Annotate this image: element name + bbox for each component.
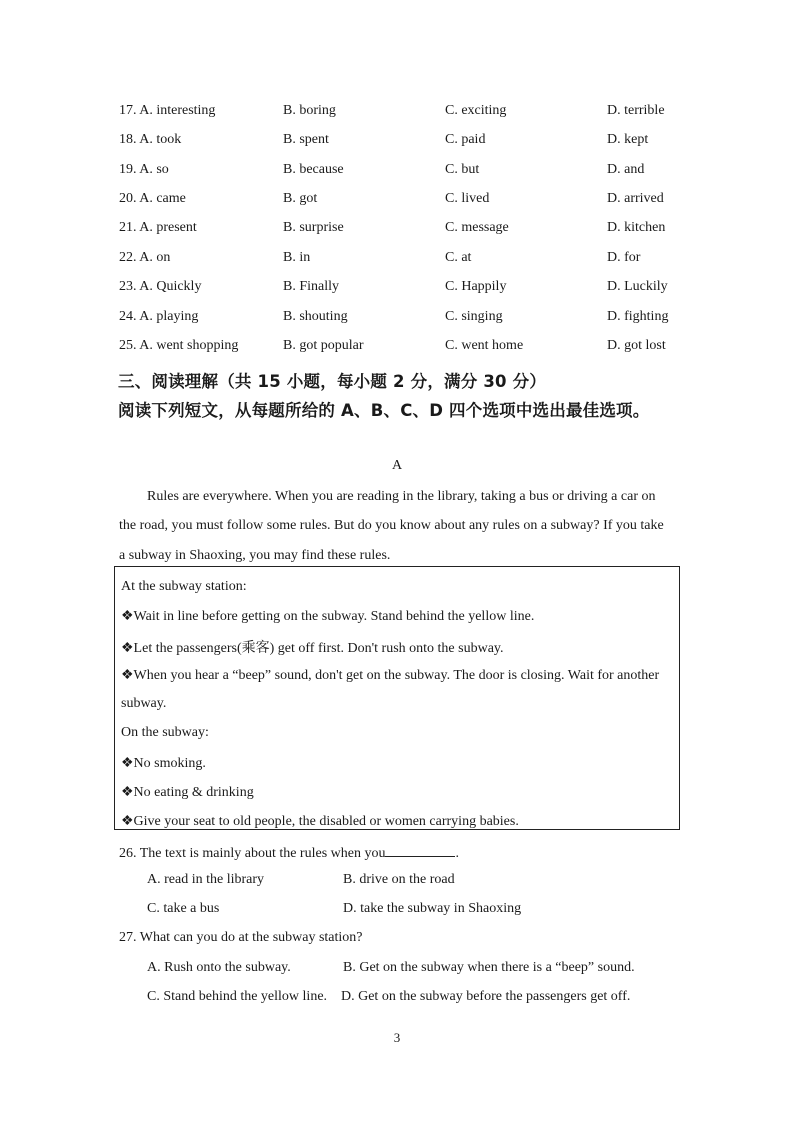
rule-item: ❖No smoking. bbox=[121, 756, 206, 771]
question-26-stem bbox=[119, 842, 459, 862]
question-26-text: 26. The text is mainly about the rules when you bbox=[119, 846, 386, 861]
question-26-option-c: C. take a bus bbox=[147, 901, 220, 916]
option-a: 25. A. went shopping bbox=[119, 338, 239, 353]
option-d: D. arrived bbox=[607, 191, 664, 206]
station-heading: At the subway station: bbox=[121, 579, 247, 594]
question-26-option-a: A. read in the library bbox=[147, 872, 265, 887]
option-row-23 bbox=[0, 277, 794, 297]
option-b: B. got bbox=[283, 191, 318, 206]
option-a: 19. A. so bbox=[119, 162, 169, 177]
option-d: D. kept bbox=[607, 132, 649, 147]
option-d: D. for bbox=[607, 250, 641, 265]
option-d: D. and bbox=[607, 162, 645, 177]
answer-blank bbox=[385, 842, 455, 857]
option-row-20 bbox=[0, 189, 794, 209]
rule-item: ❖Give your seat to old people, the disabled or women carrying babies. bbox=[121, 814, 519, 829]
option-row-21 bbox=[0, 218, 794, 238]
question-26-option-b: B. drive on the road bbox=[343, 872, 455, 887]
option-d: D. fighting bbox=[607, 309, 669, 324]
option-b: B. because bbox=[283, 162, 344, 177]
option-row-19 bbox=[0, 160, 794, 180]
option-a: 18. A. took bbox=[119, 132, 182, 147]
option-b: B. spent bbox=[283, 132, 329, 147]
option-d: D. terrible bbox=[607, 103, 665, 118]
option-b: B. in bbox=[283, 250, 311, 265]
option-c: C. Happily bbox=[445, 279, 507, 294]
page-number: 3 bbox=[393, 1030, 401, 1045]
option-b: B. shouting bbox=[283, 309, 348, 324]
rule-item: ❖When you hear a “beep” sound, don't get on the subway. The door is closing. Wait for another bbox=[121, 668, 660, 683]
option-c: C. at bbox=[445, 250, 472, 265]
option-b: B. got popular bbox=[283, 338, 364, 353]
option-c: C. went home bbox=[445, 338, 524, 353]
passage-line-2: the road, you must follow some rules. But do you know about any rules on a subway? If you take bbox=[119, 518, 664, 533]
option-row-22 bbox=[0, 248, 794, 268]
option-c: C. exciting bbox=[445, 103, 507, 118]
option-row-25 bbox=[0, 336, 794, 356]
option-d: D. kitchen bbox=[607, 220, 666, 235]
option-a: 20. A. came bbox=[119, 191, 186, 206]
option-b: B. boring bbox=[283, 103, 336, 118]
option-row-18 bbox=[0, 130, 794, 150]
rule-item: ❖Wait in line before getting on the subway. Stand behind the yellow line. bbox=[121, 609, 535, 624]
option-c: C. message bbox=[445, 220, 509, 235]
option-c: C. singing bbox=[445, 309, 503, 324]
question-27-option-d: D. Get on the subway before the passengers get off. bbox=[341, 989, 631, 1004]
rule-item: ❖No eating & drinking bbox=[121, 785, 254, 800]
option-row-24 bbox=[0, 307, 794, 327]
rules-box bbox=[114, 566, 680, 830]
option-a: 22. A. on bbox=[119, 250, 171, 265]
option-row-17 bbox=[0, 101, 794, 121]
passage-line-3: a subway in Shaoxing, you may find these rules. bbox=[119, 548, 391, 563]
question-27-stem: 27. What can you do at the subway station? bbox=[119, 930, 363, 945]
option-d: D. Luckily bbox=[607, 279, 668, 294]
section-instruction: 阅读下列短文，从每题所给的 A、B、C、D 四个选项中选出最佳选项。 bbox=[118, 401, 650, 420]
onboard-heading: On the subway: bbox=[121, 725, 209, 740]
option-a: 17. A. interesting bbox=[119, 103, 216, 118]
option-c: C. but bbox=[445, 162, 480, 177]
question-27-option-b: B. Get on the subway when there is a “beep” sound. bbox=[343, 960, 635, 975]
question-27-option-a: A. Rush onto the subway. bbox=[147, 960, 291, 975]
passage-label: A bbox=[391, 458, 403, 473]
option-c: C. lived bbox=[445, 191, 490, 206]
question-26-option-d: D. take the subway in Shaoxing bbox=[343, 901, 522, 916]
option-c: C. paid bbox=[445, 132, 486, 147]
option-d: D. got lost bbox=[607, 338, 666, 353]
rule-item: ❖Let the passengers(乘客) get off first. Don't rush onto the subway. bbox=[121, 641, 504, 656]
rule-item-continued: subway. bbox=[121, 696, 167, 711]
question-27-option-c: C. Stand behind the yellow line. bbox=[147, 989, 328, 1004]
option-a: 21. A. present bbox=[119, 220, 197, 235]
question-26-period: . bbox=[455, 846, 459, 861]
option-a: 23. A. Quickly bbox=[119, 279, 202, 294]
section-heading: 三、阅读理解（共 15 小题，每小题 2 分，满分 30 分） bbox=[118, 372, 547, 391]
passage-line-1: Rules are everywhere. When you are reading in the library, taking a bus or driving a car on bbox=[147, 489, 656, 504]
option-b: B. surprise bbox=[283, 220, 344, 235]
option-b: B. Finally bbox=[283, 279, 340, 294]
option-a: 24. A. playing bbox=[119, 309, 199, 324]
